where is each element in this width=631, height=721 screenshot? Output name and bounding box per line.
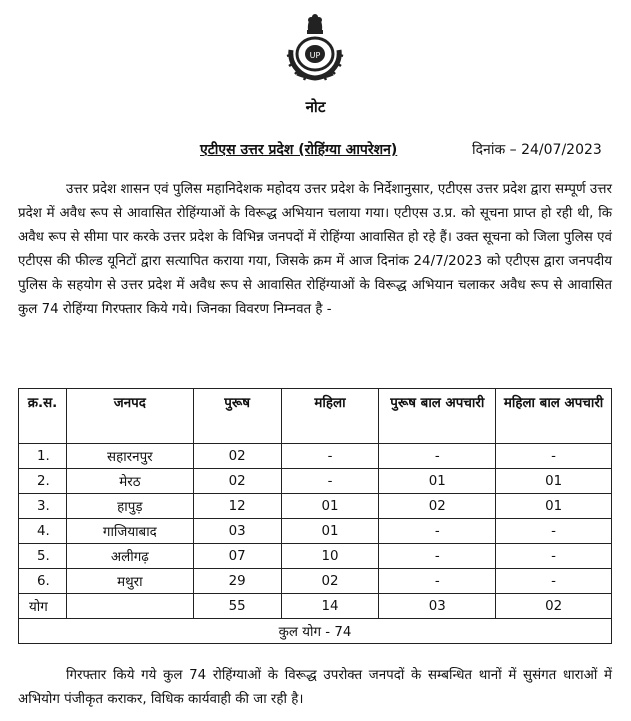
- table-row: [19, 569, 612, 594]
- table-cell: 01: [496, 469, 612, 494]
- table-cell: 10: [281, 544, 379, 569]
- arrest-details-table: [18, 388, 612, 644]
- table-cell: 03: [193, 519, 281, 544]
- page-title: नोट: [305, 98, 326, 116]
- table-cell: 4.: [19, 519, 67, 544]
- operation-subheading: एटीएस उत्तर प्रदेश (रोहिंग्या आपरेशन): [200, 142, 398, 158]
- table-cell: 02: [379, 494, 496, 519]
- table-row: [19, 444, 612, 469]
- grand-total: कुल योग - 74: [19, 619, 612, 644]
- table-cell: 12: [193, 494, 281, 519]
- table-cell: -: [496, 569, 612, 594]
- table-cell: हापुड़: [66, 494, 193, 519]
- table-cell: 02: [193, 469, 281, 494]
- column-header: महिला बाल अपचारी: [496, 389, 612, 444]
- table-cell: 1.: [19, 444, 67, 469]
- table-cell: -: [379, 444, 496, 469]
- table-cell: 01: [379, 469, 496, 494]
- table-cell: -: [379, 569, 496, 594]
- table-cell: [66, 594, 193, 619]
- column-header: जनपद: [66, 389, 193, 444]
- table-cell: -: [379, 519, 496, 544]
- table-cell: -: [496, 519, 612, 544]
- table-row: [19, 519, 612, 544]
- police-emblem-icon: [281, 10, 349, 82]
- table-cell: -: [496, 544, 612, 569]
- column-header: पुरूष: [193, 389, 281, 444]
- table-cell: 6.: [19, 569, 67, 594]
- table-row: [19, 494, 612, 519]
- intro-paragraph: उत्तर प्रदेश शासन एवं पुलिस महानिदेशक महोदय उत्तर प्रदेश के निर्देशानुसार, एटीएस उत्तर प्रदेश द्वारा सम्पूर्ण उत्तर प्रदेश में अवैध रूप से आवासित रोहिंग्याओं के विरूद्ध अभियान चलाया गया। एटीएस उ.प्र. को सूचना प्राप्त हो रही थी, कि अवैध रूप से सीमा पार करके उत्तर प्रदेश के विभिन्न जनपदों में रोहिंग्या आवासित हो रहे हैं। उक्त सूचना को जिला पुलिस एवं एटीएस की फील्ड यूनिटों द्वारा सत्यापित कराया गया, जिसके क्रम में आज दिनांक 24/7/2023 को एटीएस द्वारा जनपदीय पुलिस के सहयोग से उत्तर प्रदेश में अवैध रूप से आवासित रोहिंग्याओं के विरूद्ध अभियान चलाकर अवैध रूप से आवासित कुल 74 रोहिंग्या गिरफ्तार किये गये। जिनका विवरण निम्नवत है -: [18, 182, 612, 317]
- sum-female-juvenile: 02: [496, 594, 612, 619]
- column-header: क्र.स.: [19, 389, 67, 444]
- svg-text:UP: UP: [309, 51, 321, 60]
- table-cell: -: [281, 469, 379, 494]
- table-cell: 5.: [19, 544, 67, 569]
- table-cell: 01: [281, 494, 379, 519]
- table-cell: -: [379, 544, 496, 569]
- table-cell: अलीगढ़: [66, 544, 193, 569]
- table-cell: 07: [193, 544, 281, 569]
- document-date: दिनांक – 24/07/2023: [472, 142, 602, 158]
- column-header: महिला: [281, 389, 379, 444]
- table-header-row: [19, 389, 612, 444]
- table-cell: 02: [193, 444, 281, 469]
- table-row: [19, 469, 612, 494]
- sum-label: योग: [19, 594, 67, 619]
- table-cell: -: [496, 444, 612, 469]
- column-header: पुरूष बाल अपचारी: [379, 389, 496, 444]
- table-cell: 29: [193, 569, 281, 594]
- table-cell: 3.: [19, 494, 67, 519]
- table-cell: 2.: [19, 469, 67, 494]
- table-cell: -: [281, 444, 379, 469]
- table-cell: गाजियाबाद: [66, 519, 193, 544]
- table-cell: 01: [496, 494, 612, 519]
- table-row: [19, 544, 612, 569]
- table-cell: सहारनपुर: [66, 444, 193, 469]
- grand-total-row: [19, 619, 612, 644]
- sum-male-juvenile: 03: [379, 594, 496, 619]
- table-cell: मथुरा: [66, 569, 193, 594]
- sum-male: 55: [193, 594, 281, 619]
- table-cell: 02: [281, 569, 379, 594]
- sum-female: 14: [281, 594, 379, 619]
- sum-row: [19, 594, 612, 619]
- closing-paragraph: गिरफ्तार किये गये कुल 74 रोहिंग्याओं के विरूद्ध उपरोक्त जनपदों के सम्बन्धित थानों में सुसंगत धाराओं में अभियोग पंजीकृत कराकर, विधिक कार्यवाही की जा रही है।: [18, 668, 612, 707]
- table-cell: मेरठ: [66, 469, 193, 494]
- table-cell: 01: [281, 519, 379, 544]
